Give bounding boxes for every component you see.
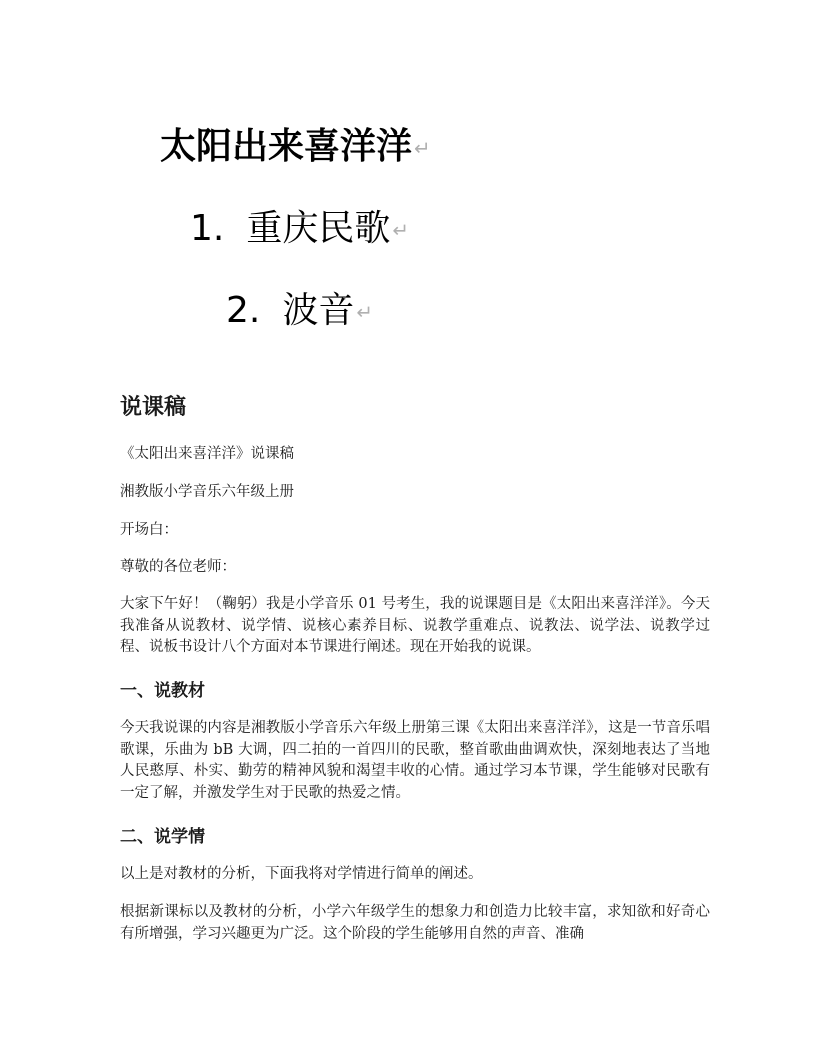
greeting-line: 尊敬的各位老师： <box>120 559 236 575</box>
section-2-heading: 二、说学情 <box>120 827 205 847</box>
subtitle-2 <box>226 282 373 333</box>
paragraph-mark-icon: ↵ <box>356 300 373 324</box>
section-1-heading: 一、说教材 <box>120 681 205 701</box>
subtitle-2-text: 波音 <box>282 290 355 331</box>
subtitle-1-text: 重庆民歌 <box>246 208 391 249</box>
subtitle-1-number: 1. <box>190 208 225 249</box>
paragraph-mark-icon: ↵ <box>414 136 431 160</box>
subtitle-2-number: 2. <box>226 290 261 331</box>
document-heading: 说课稿 <box>120 395 187 420</box>
subtitle-1 <box>190 200 409 251</box>
main-title-text: 太阳出来喜洋洋 <box>160 126 413 167</box>
opening-label: 开场白： <box>120 522 178 538</box>
intro-paragraph: 大家下午好！（鞠躬）我是小学音乐 01 号考生，我的说课题目是《太阳出来喜洋洋》。今天我准备从说教材、说学情、说核心素养目标、说教学重难点、说教法、说学法、说教学过程、说板书设计八个方面对本节课进行阐述。现在开始我的说课。 <box>120 596 710 655</box>
main-title <box>160 118 431 169</box>
section-1-paragraph: 今天我说课的内容是湘教版小学音乐六年级上册第三课《太阳出来喜洋洋》，这是一节音乐唱歌课，乐曲为 bB 大调，四二拍的一首四川的民歌，整首歌曲曲调欢快，深刻地表达了当地人民憨厚、朴实、勤劳的精神风貌和渴望丰收的心情。通过学习本节课，学生能够对民歌有一定了解，并激发学生对于民歌的热爱之情。 <box>120 720 710 801</box>
paragraph-mark-icon: ↵ <box>392 218 409 242</box>
doc-title-line: 《太阳出来喜洋洋》说课稿 <box>120 446 294 462</box>
section-2-intro: 以上是对教材的分析，下面我将对学情进行简单的阐述。 <box>120 866 483 882</box>
textbook-line: 湘教版小学音乐六年级上册 <box>120 484 294 500</box>
section-2-paragraph: 根据新课标以及教材的分析，小学六年级学生的想象力和创造力比较丰富，求知欲和好奇心有所增强，学习兴趣更为广泛。这个阶段的学生能够用自然的声音、准确 <box>120 904 710 942</box>
